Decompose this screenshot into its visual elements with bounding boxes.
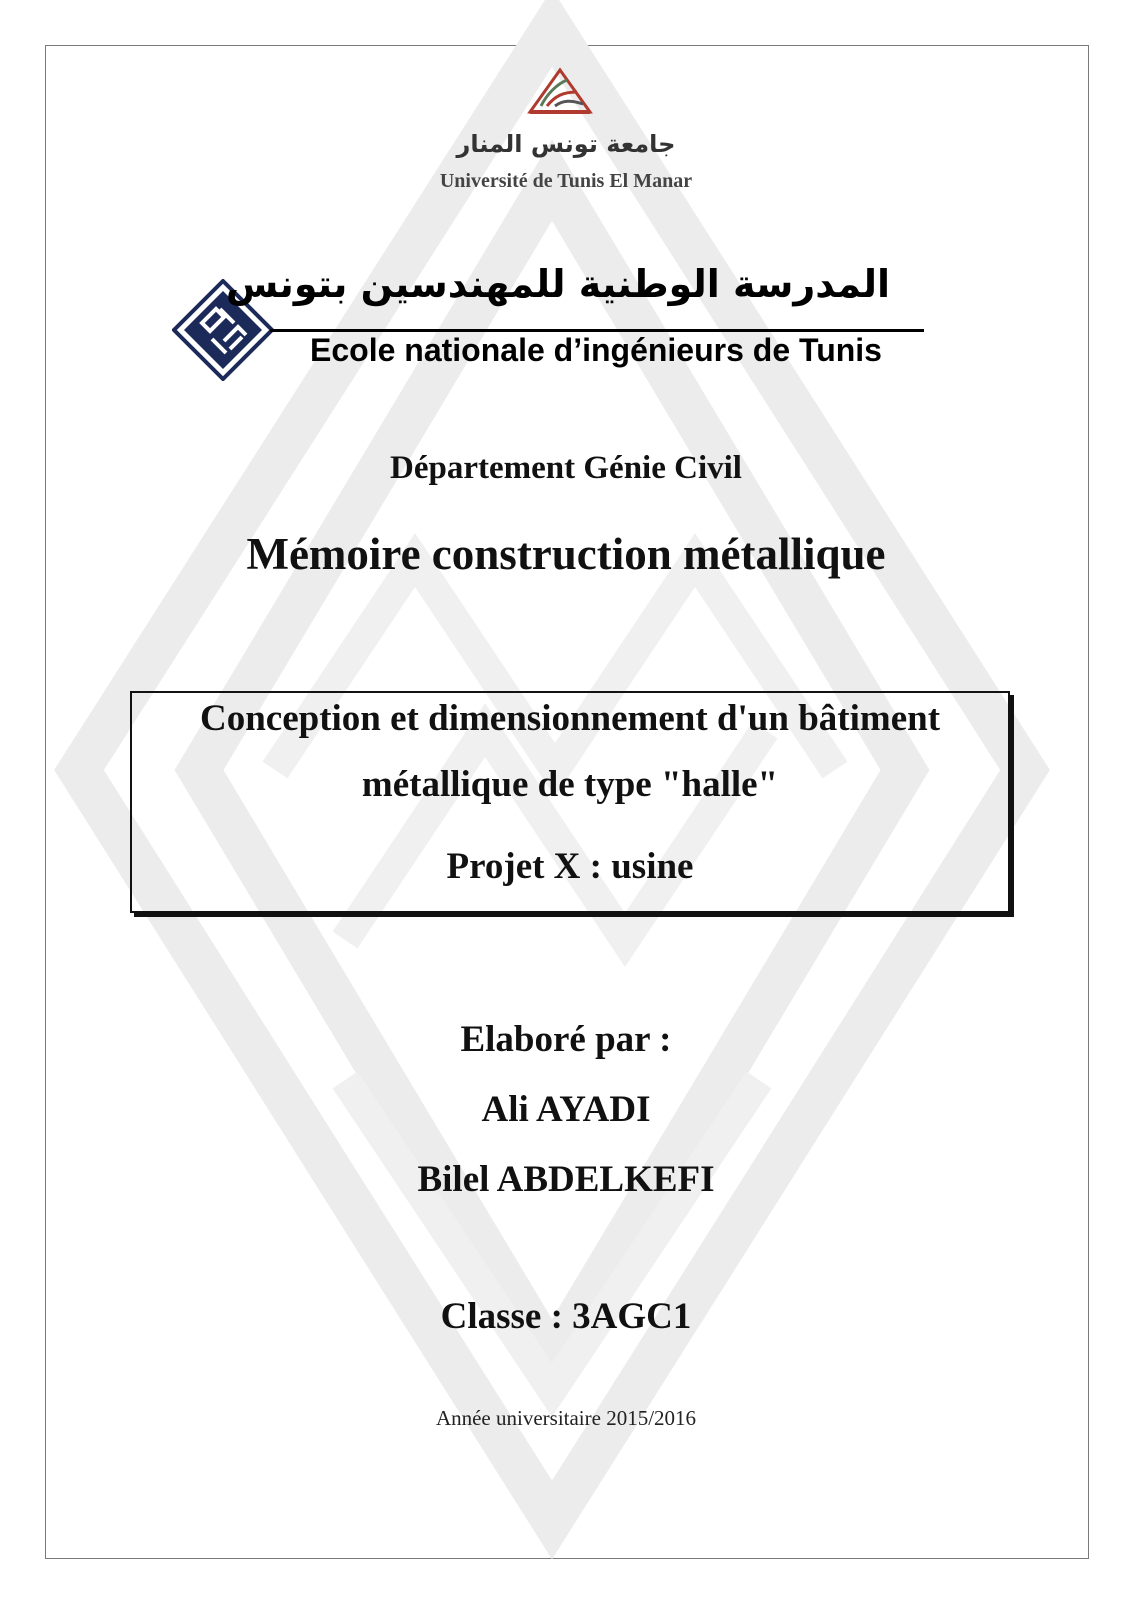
school-name-arabic: المدرسة الوطنية للمهندسين بتونس	[225, 262, 890, 306]
university-name-arabic: جامعة تونس المنار	[456, 130, 676, 158]
authors-heading: Elaboré par :	[460, 1019, 672, 1060]
document-title: Mémoire construction métallique	[246, 529, 886, 579]
university-name-french: Université de Tunis El Manar	[439, 170, 693, 192]
project-title-line-2: métallique de type "halle"	[361, 764, 779, 805]
department-heading: Département Génie Civil	[390, 450, 742, 486]
author-name: Ali AYADI	[481, 1089, 651, 1130]
author-name: Bilel ABDELKEFI	[417, 1159, 715, 1200]
project-subtitle: Projet X : usine	[446, 846, 694, 887]
class-label: Classe : 3AGC1	[440, 1296, 692, 1337]
project-title-line-1: Conception et dimensionnement d'un bâtiment	[199, 698, 941, 739]
university-logo	[527, 66, 593, 116]
school-name-french: Ecole nationale d’ingénieurs de Tunis	[310, 332, 882, 368]
project-title-box	[130, 691, 1010, 913]
academic-year: Année universitaire 2015/2016	[435, 1406, 697, 1430]
